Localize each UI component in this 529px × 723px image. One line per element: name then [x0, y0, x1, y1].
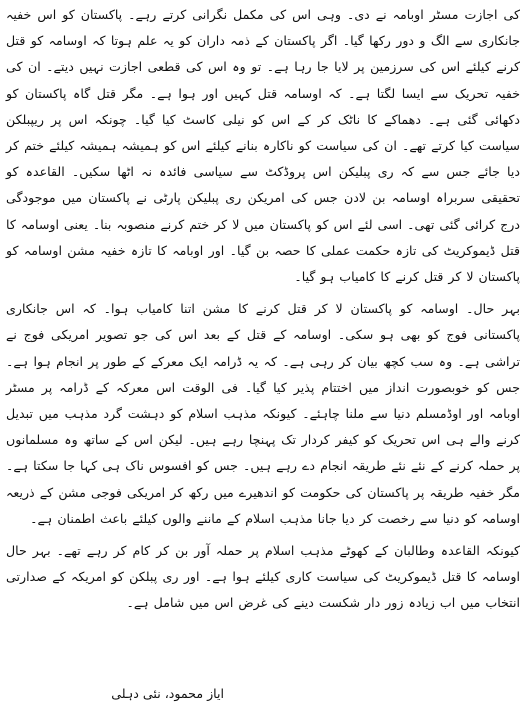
paragraph-2: بہر حال۔ اوسامہ کو پاکستان لا کر قتل کرنے کا مشن اتنا کامیاب ہوا۔ کہ اس جانکاری پاکستانی فوج کو بھی ہو سکی۔ اوسامہ کے قتل کے بعد اس کی جو تصویر امریکی فوج نے تراشی ہے۔ وہ سب کچھ بیان کر رہی ہے۔ کہ یہ ڈرامہ ایک معرکے کے طور پر انجام ہوا ہے۔ جس کو خوبصورت انداز میں اختتام پذیر کیا گیا۔ فی الوقت اس معرکہ کے ڈرامہ پر مسٹر اوبامہ اور اوڈمسلم دنیا سے ملنا چاہئے۔ کیونکہ مذہب اسلام کو دہشت گرد مذہب میں تبدیل کرنے والے ہی اس تحریک کو کیفر کردار تک پہنچا رہے ہیں۔ لیکن اس کے ساتھ وہ مسلمانوں پر حملہ کرنے کے نئے نئے طریقہ انجام دے رہے ہیں۔ جس کو افسوس ناک ہی کہا جا سکتا ہے۔ مگر خفیہ طریقہ پر پاکستان کی حکومت کو اندھیرے میں رکھ کر امریکی فوجی مشن کے ذریعہ اوسامہ کو دنیا سے رخصت کر دیا جانا مذہب اسلام کے ماننے والوں کیلئے باعث اطمنان ہے۔: [6, 301, 520, 526]
paragraph-1: کی اجازت مسٹر اوبامہ نے دی۔ وہی اس کی مکمل نگرانی کرتے رہے۔ پاکستان کو اس خفیہ جانکاری سے الگ و دور رکھا گیا۔ اگر پاکستان کے ذمہ داران کو یہ علم ہوتا کہ اوسامہ کو قتل کرنے کیلئے اس کی سرزمین پر لایا جا رہا ہے۔ تو وہ اس کی قطعی اجازت نہیں دیتے۔ ان کی خفیہ تحریک سے ایسا لگتا ہے۔ کہ اوسامہ قتل کہیں اور ہوا ہے۔ مگر قتل گاہ پاکستان کو دکھائی گئی ہے۔ دھماکے کا ناٹک کر کے اس کو نیلی کاسٹ کیا گیا۔ چونکہ اس پر ریپبلکن سیاست کیا کرتے تھے۔ ان کی سیاست کو ناکارہ بنانے کیلئے اس کو ہمیشہ ہمیشہ کیلئے ختم کر دیا جائے جس سے کہ ری پبلیکن اس پروڈکٹ سے سیاسی فائدہ نہ اٹھا سکیں۔ القاعدہ کو تحقیقی سربراہ اوسامہ بن لادن جس کی امریکن ری پبلیکن پارٹی نے پاکستان میں موجودگی درج کرائی گئی تھی۔ اسی لئے اس کو پاکستان میں لا کر ختم کرنے منصوبہ بنا۔ یعنی اوسامہ کا قتل ڈیموکریٹ کی تازہ حکمت عملی کا حصہ بن گیا۔ اور اوبامہ کا تازہ خفیہ مشن اوسامہ کو پاکستان لا کر قتل کرنے کا کامیاب ہو گیا۔: [6, 7, 520, 285]
paragraph-3: کیونکہ القاعدہ وطالبان کے کھوٹے مذہب اسلام پر حملہ آور بن کر کام کر رہے تھے۔ بہر حال اوسامہ کا قتل ڈیموکریٹ کی سیاست کاری کیلئے ہوا ہے۔ اور ری پبلکن کو امریکہ کے صدارتی انتخاب میں اب زیادہ زور دار شکست دینے کی غرض اس میں شامل ہے۔: [6, 543, 520, 611]
article-body: [6, 2, 520, 623]
author-signature: ایاز محمود، نئی دہلی: [111, 686, 224, 701]
